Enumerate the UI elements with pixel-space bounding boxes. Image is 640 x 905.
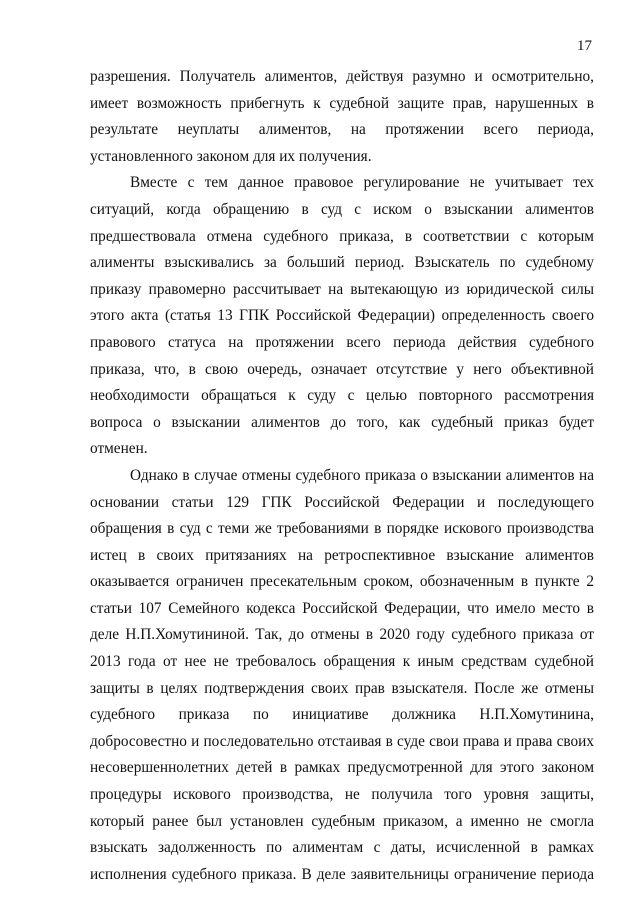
text-line: приказа, что, в свою очередь, означает отсутствие у него объективной xyxy=(90,360,594,378)
text-line: добросовестно и последовательно отстаивая в суде свои права и права своих xyxy=(90,732,594,750)
page-number: 17 xyxy=(577,38,592,54)
paragraph xyxy=(90,64,594,170)
text-line: процедуры искового производства, не получила того уровня защиты, xyxy=(90,786,594,804)
text-line: судебного приказа по инициативе должника Н.П.Хомутинина, xyxy=(90,706,594,724)
text-line: 2013 года от нее не требовалось обращения к иным средствам судебной xyxy=(90,653,594,671)
paragraph xyxy=(90,170,594,463)
text-line: отменен. xyxy=(90,440,148,458)
text-line: этого акта (статья 13 ГПК Российской Федерации) определенность своего xyxy=(90,307,594,325)
document-body xyxy=(90,64,594,888)
text-line: предшествовала отмена судебного приказа, в соответствии с которым xyxy=(90,227,594,245)
text-line: обращения в суд с теми же требованиями в порядке искового производства xyxy=(90,520,594,538)
text-line: Однако в случае отмены судебного приказа о взыскании алиментов на xyxy=(130,466,594,484)
text-line: правового статуса на протяжении всего периода действия судебного xyxy=(90,333,594,351)
text-line: вопроса о взыскании алиментов до того, как судебный приказ будет xyxy=(90,413,594,431)
text-line: Вместе с тем данное правовое регулирование не учитывает тех xyxy=(130,174,594,192)
text-line: исполнения судебного приказа. В деле заявительницы ограничение периода xyxy=(90,865,594,883)
text-line: имеет возможность прибегнуть к судебной защите прав, нарушенных в xyxy=(90,94,594,112)
text-line: защиты в целях подтверждения своих прав взыскателя. После же отмены xyxy=(90,679,594,697)
text-line: приказу правомерно рассчитывает на вытекающую из юридической силы xyxy=(90,280,594,298)
text-line: установленного законом для их получения. xyxy=(90,147,372,165)
text-line: разрешения. Получатель алиментов, действуя разумно и осмотрительно, xyxy=(90,68,594,85)
text-line: результате неуплаты алиментов, на протяжении всего периода, xyxy=(90,121,594,139)
text-line: алименты взыскивались за больший период. Взыскатель по судебному xyxy=(90,254,594,272)
paragraph xyxy=(90,463,594,889)
text-line: истец в своих притязаниях на ретроспективное взыскание алиментов xyxy=(90,546,594,564)
text-line: взыскать задолженность по алиментам с даты, исчисленной в рамках xyxy=(90,839,594,857)
text-line: несовершеннолетних детей в рамках предусмотренной для этого законом xyxy=(90,759,594,777)
text-line: который ранее был установлен судебным приказом, а именно не смогла xyxy=(90,812,594,830)
text-line: необходимости обращаться к суду с целью повторного рассмотрения xyxy=(90,387,594,405)
text-line: деле Н.П.Хомутининой. Так, до отмены в 2020 году судебного приказа от xyxy=(90,626,594,644)
text-line: статьи 107 Семейного кодекса Российской Федерации, что имело место в xyxy=(90,599,594,617)
text-line: основании статьи 129 ГПК Российской Федерации и последующего xyxy=(90,493,594,511)
text-line: ситуаций, когда обращению в суд с иском о взыскании алиментов xyxy=(90,200,594,218)
text-line: оказывается ограничен пресекательным сроком, обозначенным в пункте 2 xyxy=(90,573,594,591)
